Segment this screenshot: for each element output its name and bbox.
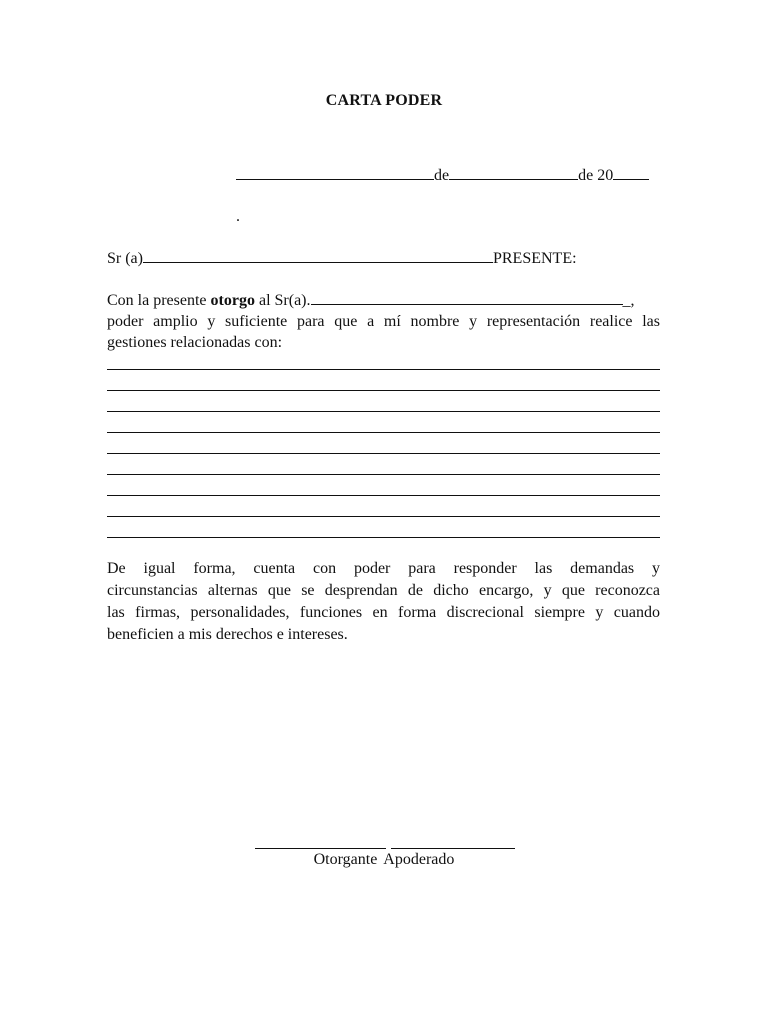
otorgante-label: Otorgante bbox=[313, 851, 378, 868]
powers-line-2: circunstancias alternas que se desprendan de dicho encargo, y que reconozca bbox=[107, 582, 660, 599]
otorgante-signature-line bbox=[255, 848, 386, 849]
powers-line-3: las firmas, personalidades, funciones en forma discrecional siempre y cuando bbox=[107, 604, 660, 621]
grant-line-3: gestiones relacionadas con: bbox=[107, 334, 283, 351]
blank-rule bbox=[107, 369, 660, 370]
powers-line-4: beneficien a mis derechos e intereses. bbox=[107, 626, 348, 643]
year-blank bbox=[613, 165, 649, 180]
blank-rule bbox=[107, 453, 660, 454]
blank-rule bbox=[107, 390, 660, 391]
signature-labels bbox=[0, 851, 768, 869]
grant-after-bold: al Sr(a). bbox=[254, 292, 311, 309]
apoderado-signature-line bbox=[391, 848, 515, 849]
date-line bbox=[236, 165, 649, 186]
addressee-line bbox=[107, 248, 577, 269]
blank-rule bbox=[107, 411, 660, 412]
blank-rule bbox=[107, 516, 660, 517]
date-de-2: de 20 bbox=[578, 167, 614, 184]
date-de-1: de bbox=[434, 167, 450, 184]
blank-rule bbox=[107, 432, 660, 433]
apoderado-label: Apoderado bbox=[383, 851, 455, 868]
grant-paragraph bbox=[107, 290, 660, 353]
powers-line-1: De igual forma, cuenta con poder para responder las demandas y bbox=[107, 560, 660, 577]
blank-rule bbox=[107, 495, 660, 496]
addressee-blank bbox=[143, 248, 493, 263]
blank-rule bbox=[107, 537, 660, 538]
blank-rule bbox=[107, 474, 660, 475]
blank-lines bbox=[107, 369, 660, 558]
addressee-prefix: Sr (a) bbox=[107, 250, 143, 267]
grant-bold-word: otorgo bbox=[210, 292, 255, 309]
document-title: CARTA PODER bbox=[325, 92, 443, 109]
grant-line-1 bbox=[107, 290, 660, 311]
powers-paragraph bbox=[107, 558, 660, 646]
stray-dot: . bbox=[236, 208, 240, 225]
grant-after-blank: _, bbox=[622, 292, 635, 309]
grant-start: Con la presente bbox=[107, 292, 211, 309]
addressee-suffix: PRESENTE: bbox=[492, 250, 577, 267]
grantee-blank bbox=[311, 290, 623, 305]
grant-line-2: poder amplio y suficiente para que a mí nombre y representación realice las bbox=[107, 313, 660, 330]
place-blank bbox=[236, 165, 434, 180]
day-month-blank bbox=[449, 165, 578, 180]
